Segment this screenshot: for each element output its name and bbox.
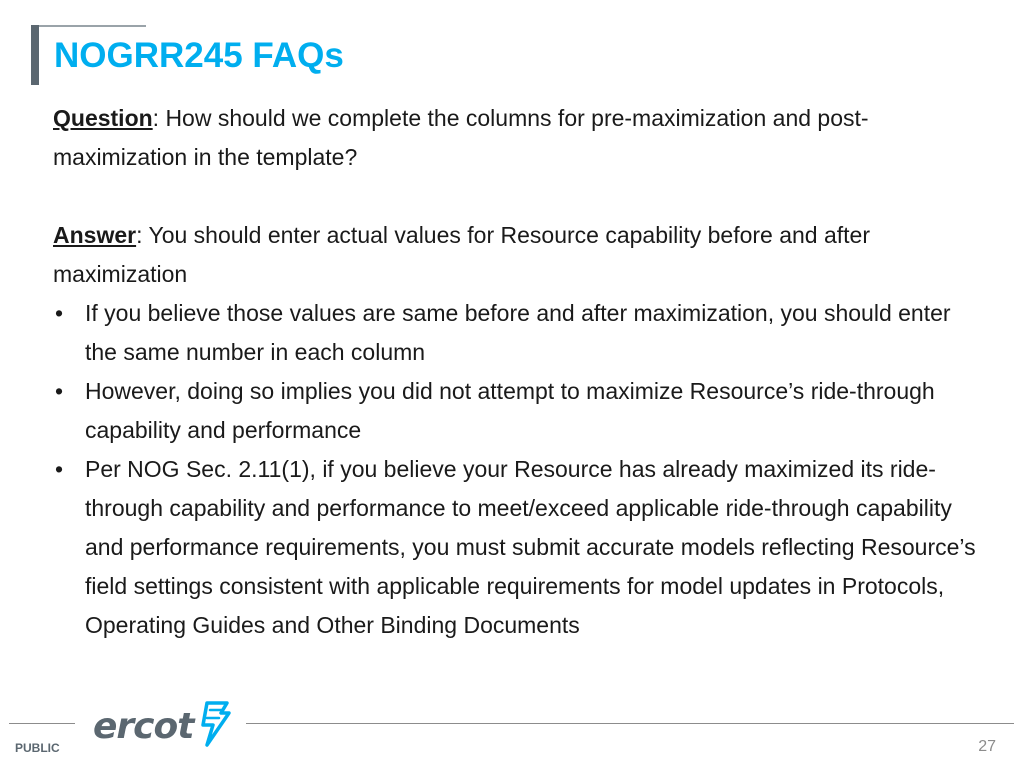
ercot-bolt-icon: [197, 701, 231, 752]
question-paragraph: [53, 99, 988, 177]
ercot-logo: [93, 700, 231, 752]
question-text: : How should we complete the columns for pre-maximization and post-maximization in the template?: [53, 105, 869, 170]
title-accent-bar: [31, 25, 39, 85]
answer-bullet-list: [53, 294, 988, 645]
paragraph-spacer: [53, 177, 988, 216]
answer-paragraph: [53, 216, 988, 294]
slide-body: [53, 99, 988, 645]
answer-text: : You should enter actual values for Resource capability before and after maximization: [53, 222, 871, 287]
title-top-rule: [31, 25, 146, 27]
bullet-item: [53, 294, 988, 372]
bullet-marker: •: [55, 456, 64, 482]
bullet-marker: •: [55, 378, 64, 404]
footer-rule-right: [246, 723, 1014, 724]
bullet-marker: •: [55, 300, 64, 326]
question-label: Question: [53, 105, 153, 131]
answer-label: Answer: [53, 222, 137, 248]
page-number: 27: [978, 738, 996, 755]
bullet-text: If you believe those values are same before and after maximization, you should enter the same number in each column: [85, 300, 951, 365]
bullet-text: However, doing so implies you did not attempt to maximize Resource’s ride-through capability and performance: [85, 378, 935, 443]
bullet-item: [53, 450, 988, 645]
bullet-text: Per NOG Sec. 2.11(1), if you believe your Resource has already maximized its ride-through capability and performance to meet/exceed applicable ride-through capability and performance requirements, you must submit accurate models reflecting Resource’s field settings consistent with applicable requirements for model updates in Protocols, Operating Guides and Other Binding Documents: [85, 456, 976, 638]
slide-title: NOGRR245 FAQs: [54, 36, 344, 75]
classification-label: PUBLIC: [15, 741, 60, 755]
logo-wordmark: ercot: [93, 705, 194, 747]
bullet-item: [53, 372, 988, 450]
footer-rule-left: [9, 723, 75, 724]
